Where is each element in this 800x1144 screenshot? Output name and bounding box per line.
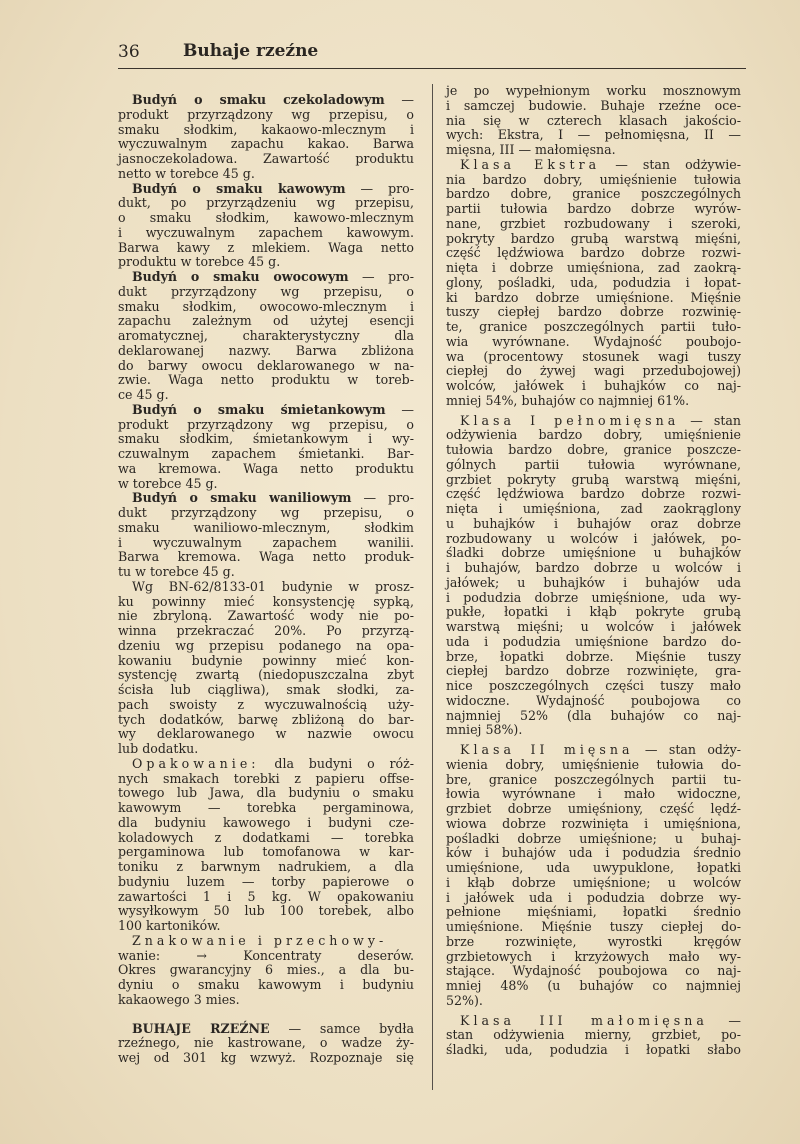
- text-line: [118, 226, 414, 241]
- line-text: dyniu o smaku kawowym i budyniu: [118, 977, 414, 992]
- line-text: dukt przyrządzony wg przepisu, o: [118, 283, 414, 299]
- line-text: wych: Ekstra, I — pełnomięsna, II —: [446, 127, 741, 143]
- text-line: [446, 846, 741, 861]
- right-column: [446, 84, 741, 1058]
- line-text: budyniu luzem — torby papierowe o: [118, 873, 414, 889]
- line-text: 100 kartoników.: [118, 918, 221, 933]
- text-line: [446, 576, 741, 591]
- paragraph: [118, 182, 414, 271]
- text-line: [446, 591, 741, 606]
- line-text: zawartości 1 i 5 kg. W opakowaniu: [118, 888, 414, 904]
- text-line: [118, 919, 414, 934]
- line-text: — pro-: [351, 490, 414, 506]
- text-line: [446, 664, 741, 679]
- text-line: [118, 285, 414, 300]
- paragraph: [446, 743, 741, 1009]
- text-line: [118, 713, 414, 728]
- text-line: [118, 432, 414, 447]
- text-line: [446, 905, 741, 920]
- line-text: grzbiet pokryty grubą warstwą mięśni,: [446, 471, 741, 487]
- text-line: [446, 487, 741, 502]
- text-line: [446, 620, 741, 635]
- line-text: ków i buhajów uda i podudzia średnio: [446, 845, 741, 861]
- line-text: pukłe, łopatki i kłąb pokryte grubą: [446, 604, 741, 620]
- text-line: [446, 546, 741, 561]
- text-line: [118, 727, 414, 742]
- line-text: nane, grzbiet rozbudowany i szeroki,: [446, 215, 741, 231]
- line-text: grzbietowych i krzyżowych mało wy-: [446, 948, 741, 964]
- entry-heading: Budyń o smaku czekoladowym: [132, 92, 385, 107]
- line-text: i wyczuwalnym zapachem wanilii.: [118, 534, 414, 550]
- line-text: jałówek; u buhajków i buhajów uda: [446, 574, 741, 590]
- line-text: winna przekraczać 20%. Po przyrzą-: [118, 623, 414, 638]
- paragraph: [118, 491, 414, 580]
- text-line: [446, 1014, 741, 1029]
- page-number: 36: [118, 42, 140, 62]
- text-line: [118, 137, 414, 152]
- text-line: [446, 261, 741, 276]
- line-text: nych smakach torebki z papieru offse-: [118, 770, 414, 786]
- text-line: [446, 202, 741, 217]
- line-text: nięta i dobrze umięśniona, zad zaokrą-: [446, 260, 741, 275]
- text-line: [446, 532, 741, 547]
- line-text: — samce bydła: [269, 1020, 414, 1036]
- line-text: — pro-: [345, 180, 414, 196]
- entry-heading: Klasa III małomięsna: [460, 1012, 708, 1028]
- text-line: [446, 502, 741, 517]
- text-line: [118, 609, 414, 624]
- line-text: brze, łopatki dobrze. Mięśnie tuszy: [446, 648, 741, 664]
- line-text: partii tułowia bardzo dobrze wyrów-: [446, 201, 741, 216]
- text-line: [446, 458, 741, 473]
- text-line: [446, 394, 741, 409]
- line-text: tych dodatków, barwę zbliżoną do bar-: [118, 711, 414, 727]
- line-text: wienia dobry, umięśnienie tułowia do-: [446, 756, 741, 772]
- line-text: wanie: → Koncentraty deserów.: [118, 947, 414, 963]
- paragraph: [446, 414, 741, 739]
- text-line: [446, 964, 741, 979]
- text-line: [446, 232, 741, 247]
- text-line: [118, 654, 414, 669]
- text-line: [118, 506, 414, 521]
- text-line: [118, 491, 414, 506]
- text-line: [118, 904, 414, 919]
- text-line: [446, 128, 741, 143]
- text-line: [118, 934, 414, 949]
- line-text: stan odżywienia mierny, grzbiet, po-: [446, 1027, 741, 1043]
- paragraph: [118, 1022, 414, 1066]
- text-line: [118, 373, 414, 388]
- line-text: wa (procentowy stosunek wagi tuszy: [446, 348, 741, 364]
- line-text: o smaku słodkim, kawowo-mlecznym: [118, 210, 414, 225]
- line-text: brze rozwinięte, wyrostki kręgów: [446, 933, 741, 949]
- entry-heading: Klasa II mięsna: [460, 742, 634, 757]
- text-line: [118, 462, 414, 477]
- line-text: deklarowanej nazwy. Barwa zbliżona: [118, 342, 414, 358]
- line-text: je po wypełnionym worku mosznowym: [446, 83, 741, 98]
- text-line: [446, 291, 741, 306]
- text-line: [118, 875, 414, 890]
- text-line: [118, 314, 414, 329]
- text-line: [118, 772, 414, 787]
- text-line: [446, 876, 741, 891]
- paragraph: [446, 1014, 741, 1058]
- line-text: umięśnione. Mięśnie tuszy ciepłej do-: [446, 919, 741, 934]
- line-text: uda i podudzia umięśnione bardzo do-: [446, 633, 741, 649]
- text-line: [118, 595, 414, 610]
- line-text: Barwa kremowa. Waga netto produk-: [118, 549, 414, 565]
- line-text: wej od 301 kg wzwyż. Rozpoznaje się: [118, 1050, 414, 1065]
- line-text: dla budyniu kawowego i budyni cze-: [118, 814, 414, 830]
- line-text: smaku słodkim, śmietankowym i wy-: [118, 431, 414, 447]
- text-line: [446, 802, 741, 817]
- text-line: [446, 950, 741, 965]
- entry-heading: Klasa I pełnomięsna: [460, 412, 680, 428]
- text-line: [446, 379, 741, 394]
- text-line: [446, 335, 741, 350]
- line-text: ciepłej do żywej wagi przedubojowej): [446, 363, 741, 379]
- text-line: [118, 418, 414, 433]
- text-line: [446, 187, 741, 202]
- text-line: [446, 723, 741, 738]
- text-line: [118, 344, 414, 359]
- line-text: zapachu zależnym od użytej esencji: [118, 313, 414, 329]
- text-line: [446, 364, 741, 379]
- line-text: wolców, jałówek i buhajków co naj-: [446, 378, 741, 393]
- text-line: [446, 832, 741, 847]
- text-line: [446, 473, 741, 488]
- text-line: [118, 93, 414, 108]
- entry-heading: BUHAJE RZEŹNE: [132, 1020, 270, 1036]
- line-text: kowaniu budynie powinny mieć kon-: [118, 652, 414, 668]
- text-line: [118, 698, 414, 713]
- text-line: [118, 801, 414, 816]
- text-line: [446, 99, 741, 114]
- line-text: w torebce 45 g.: [118, 475, 218, 491]
- line-text: bre, granice poszczególnych partii tu-: [446, 771, 741, 787]
- paragraph: [446, 158, 741, 409]
- text-line: [446, 605, 741, 620]
- text-line: [446, 817, 741, 832]
- line-text: łowia wyrównane i mało widoczne,: [446, 786, 741, 802]
- text-line: [446, 84, 741, 99]
- line-text: u buhajków i buhajów oraz dobrze: [446, 515, 741, 531]
- text-line: [446, 650, 741, 665]
- text-line: [118, 300, 414, 315]
- line-text: ki bardzo dobrze umięśnione. Mięśnie: [446, 289, 741, 305]
- line-text: —: [385, 401, 414, 417]
- paragraph: [118, 270, 414, 403]
- text-line: [118, 270, 414, 285]
- line-text: netto w torebce 45 g.: [118, 165, 255, 181]
- text-line: [446, 217, 741, 232]
- line-text: zwie. Waga netto produktu w toreb-: [118, 372, 414, 388]
- line-text: pach swoisty z wyczuwalnością uży-: [118, 696, 414, 712]
- line-text: bardzo dobre, granice poszczególnych: [446, 186, 741, 202]
- text-line: [118, 639, 414, 654]
- line-text: tułowia bardzo dobre, granice poszcze-: [446, 442, 741, 457]
- line-text: odżywienia bardzo dobry, umięśnienie: [446, 427, 741, 443]
- entry-heading: Znakowanie i przechowy-: [132, 932, 388, 948]
- text-line: [118, 182, 414, 197]
- text-line: [446, 861, 741, 876]
- line-text: ciepłej bardzo dobrze rozwinięte, gra-: [446, 663, 741, 679]
- line-text: — stan odży-: [633, 742, 741, 757]
- line-text: pośladki dobrze umięśnione; u buhaj-: [446, 830, 741, 846]
- line-text: nia bardzo dobry, umięśnienie tułowia: [446, 171, 741, 187]
- text-line: [446, 305, 741, 320]
- text-line: [118, 845, 414, 860]
- line-text: nice poszczególnych części tuszy mało: [446, 678, 741, 693]
- text-line: [446, 428, 741, 443]
- line-text: produktu w torebce 45 g.: [118, 254, 281, 270]
- line-text: wiowa dobrze rozwinięta i umięśniona,: [446, 815, 741, 831]
- line-text: i kłąb dobrze umięśnione; u wolców: [446, 874, 741, 890]
- entry-heading: Budyń o smaku waniliowym: [132, 490, 352, 506]
- line-text: dla budyni o róż-: [259, 755, 414, 771]
- line-text: systencję zwartą (niedopuszczalna zbyt: [118, 667, 414, 683]
- text-line: [118, 1051, 414, 1066]
- paragraph: [118, 580, 414, 757]
- text-line: [118, 580, 414, 595]
- entry-heading: Budyń o smaku owocowym: [132, 269, 349, 284]
- text-line: [118, 536, 414, 551]
- line-text: mniej 48% (u buhajów co najmniej: [446, 978, 741, 993]
- text-line: [118, 123, 414, 138]
- text-line: [118, 742, 414, 757]
- text-line: [446, 891, 741, 906]
- text-line: [118, 949, 414, 964]
- text-line: [446, 143, 741, 158]
- line-text: Wg BN-62/8133-01 budynie w prosz-: [132, 578, 414, 594]
- text-line: [118, 831, 414, 846]
- text-line: [118, 152, 414, 167]
- line-text: i jałówek uda i podudzia dobrze wy-: [446, 889, 741, 905]
- page-header: [118, 40, 746, 69]
- text-line: [118, 978, 414, 993]
- line-text: pokryty bardzo grubą warstwą mięśni,: [446, 230, 741, 246]
- line-text: — pro-: [348, 269, 414, 284]
- text-line: [118, 860, 414, 875]
- text-line: [118, 550, 414, 565]
- line-text: dukt przyrządzony wg przepisu, o: [118, 505, 414, 520]
- text-line: [118, 359, 414, 374]
- text-line: [446, 350, 741, 365]
- line-text: grzbiet dobrze umięśniony, część lędź-: [446, 801, 741, 816]
- line-text: i podudzia dobrze umięśnione, uda wy-: [446, 589, 741, 605]
- entry-heading: Budyń o smaku kawowym: [132, 180, 346, 196]
- line-text: śladki dobrze umięśnione u buhajków: [446, 545, 741, 561]
- line-text: dukt, po przyrządzeniu wg przepisu,: [118, 195, 414, 211]
- line-text: kakaowego 3 mies.: [118, 991, 240, 1007]
- line-text: smaku słodkim, owocowo-mlecznym i: [118, 298, 414, 314]
- line-text: —: [384, 92, 414, 107]
- line-text: rzeźnego, nie kastrowane, o wadze ży-: [118, 1035, 414, 1051]
- paragraph: [446, 84, 741, 158]
- text-line: [118, 211, 414, 226]
- text-line: [118, 403, 414, 418]
- line-text: te, granice poszczególnych partii tuło-: [446, 319, 741, 334]
- line-text: Okres gwarancyjny 6 mies., a dla bu-: [118, 962, 414, 978]
- text-line: [446, 787, 741, 802]
- line-text: ku powinny mieć konsystencję sypką,: [118, 593, 414, 609]
- text-line: [446, 517, 741, 532]
- text-line: [446, 635, 741, 650]
- text-line: [446, 320, 741, 335]
- text-line: [118, 668, 414, 683]
- text-line: [118, 993, 414, 1008]
- line-text: umięśnione, uda uwypuklone, łopatki: [446, 860, 741, 875]
- paragraph: [118, 93, 414, 182]
- line-text: i wyczuwalnym zapachem kawowym.: [118, 224, 414, 240]
- text-line: [118, 786, 414, 801]
- line-text: dzeniu wg przepisu podanego na opa-: [118, 637, 414, 653]
- paragraph: [118, 403, 414, 492]
- line-text: —: [707, 1012, 741, 1028]
- line-text: tu w torebce 45 g.: [118, 564, 235, 579]
- text-line: [446, 773, 741, 788]
- text-line: [118, 1022, 414, 1037]
- line-text: wia wyrównane. Wydajność poubojo-: [446, 333, 741, 349]
- line-text: śladki, uda, podudzia i łopatki słabo: [446, 1042, 741, 1057]
- line-text: mniej 54%, buhajów co najmniej 61%.: [446, 392, 690, 408]
- paragraph: [118, 757, 414, 934]
- entry-heading: Budyń o smaku śmietankowym: [132, 401, 386, 417]
- text-line: [118, 108, 414, 123]
- line-text: warstwą mięśni; u wolców i jałówek: [446, 619, 741, 634]
- line-text: tuszy ciepłej bardzo dobrze rozwinię-: [446, 304, 741, 320]
- entry-heading: Opakowanie:: [132, 755, 260, 771]
- text-line: [118, 757, 414, 772]
- text-line: [446, 158, 741, 173]
- text-line: [118, 477, 414, 492]
- text-line: [118, 521, 414, 536]
- line-text: kawowym — torebka pergaminowa,: [118, 800, 414, 815]
- line-text: do barwy owocu deklarowanego w na-: [118, 357, 414, 373]
- text-line: [446, 276, 741, 291]
- line-text: wa kremowa. Waga netto produktu: [118, 460, 414, 476]
- line-text: ścisła lub ciągliwa), smak słodki, za-: [118, 682, 414, 697]
- line-text: jasnoczekoladowa. Zawartość produktu: [118, 151, 414, 166]
- line-text: wy deklarowanego w nazwie owocu: [118, 726, 414, 742]
- text-line: [446, 994, 741, 1009]
- text-line: [446, 246, 741, 261]
- line-text: najmniej 52% (dla buhajów co naj-: [446, 707, 741, 723]
- text-line: [446, 173, 741, 188]
- line-text: stające. Wydajność poubojowa co naj-: [446, 963, 741, 979]
- text-line: [446, 1043, 741, 1058]
- text-line: [446, 443, 741, 458]
- line-text: czuwalnym zapachem śmietanki. Bar-: [118, 446, 414, 461]
- line-text: lub dodatku.: [118, 741, 199, 756]
- text-line: [118, 1036, 414, 1051]
- line-text: pełnione mięśniami, łopatki średnio: [446, 904, 741, 920]
- line-text: część lędźwiowa bardzo dobrze rozwi-: [446, 245, 741, 261]
- text-line: [446, 561, 741, 576]
- line-text: smaku słodkim, kakaowo-mlecznym i: [118, 121, 414, 137]
- line-text: ce 45 g.: [118, 387, 169, 402]
- text-line: [118, 890, 414, 905]
- text-line: [118, 816, 414, 831]
- text-line: [446, 935, 741, 950]
- text-line: [118, 683, 414, 698]
- text-line: [446, 414, 741, 429]
- line-text: produkt przyrządzony wg przepisu, o: [118, 106, 414, 122]
- line-text: glony, pośladki, uda, podudzia i łopat-: [446, 274, 741, 290]
- text-line: [118, 624, 414, 639]
- line-text: towego lub Jawa, dla budyniu o smaku: [118, 785, 414, 801]
- text-line: [118, 241, 414, 256]
- text-line: [118, 963, 414, 978]
- line-text: nia się w czterech klasach jakościo-: [446, 112, 741, 128]
- text-line: [118, 196, 414, 211]
- line-text: i samczej budowie. Buhaje rzeźne oce-: [446, 97, 741, 113]
- text-line: [446, 743, 741, 758]
- running-title: Buhaje rzeźne: [183, 41, 319, 61]
- line-text: mięsna, III — małomięsna.: [446, 142, 616, 157]
- line-text: toniku z barwnym nadrukiem, a dla: [118, 859, 414, 874]
- line-text: część lędźwiowa bardzo dobrze rozwi-: [446, 486, 741, 502]
- line-text: widoczne. Wydajność poubojowa co: [446, 692, 741, 708]
- text-line: [118, 167, 414, 182]
- text-line: [118, 329, 414, 344]
- line-text: wyczuwalnym zapachu kakao. Barwa: [118, 136, 414, 152]
- line-text: — stan odżywie-: [600, 156, 741, 172]
- text-line: [446, 679, 741, 694]
- line-text: — stan: [679, 412, 741, 428]
- text-line: [446, 758, 741, 773]
- text-line: [118, 447, 414, 462]
- line-text: i buhajów, bardzo dobrze u wolców i: [446, 560, 741, 575]
- line-text: nie zbryloną. Zawartość wody nie po-: [118, 608, 414, 624]
- text-line: [446, 920, 741, 935]
- line-text: produkt przyrządzony wg przepisu, o: [118, 416, 414, 432]
- entry-heading: Klasa Ekstra: [460, 156, 601, 172]
- text-line: [446, 1028, 741, 1043]
- line-text: gólnych partii tułowia wyrównane,: [446, 456, 741, 472]
- text-line: [118, 565, 414, 580]
- text-line: [118, 255, 414, 270]
- line-text: Barwa kawy z mlekiem. Waga netto: [118, 239, 414, 255]
- line-text: nięta i umięśniona, zad zaokrąglony: [446, 501, 741, 516]
- text-line: [446, 114, 741, 129]
- line-text: 52%).: [446, 992, 483, 1008]
- text-line: [446, 694, 741, 709]
- line-text: wysyłkowym 50 lub 100 torebek, albo: [118, 903, 414, 919]
- line-text: aromatycznej, charakterystyczny dla: [118, 328, 414, 343]
- column-divider: [432, 84, 433, 1090]
- line-text: mniej 58%).: [446, 722, 523, 738]
- line-text: koladowych z dodatkami — torebka: [118, 829, 414, 845]
- text-line: [118, 388, 414, 403]
- paragraph: [118, 934, 414, 1008]
- line-text: pergaminowa lub tomofanowa w kar-: [118, 844, 414, 860]
- line-text: rozbudowany u wolców i jałówek, po-: [446, 530, 741, 546]
- left-column: [118, 93, 414, 1066]
- text-line: [446, 979, 741, 994]
- line-text: smaku waniliowo-mlecznym, słodkim: [118, 519, 414, 535]
- text-line: [446, 709, 741, 724]
